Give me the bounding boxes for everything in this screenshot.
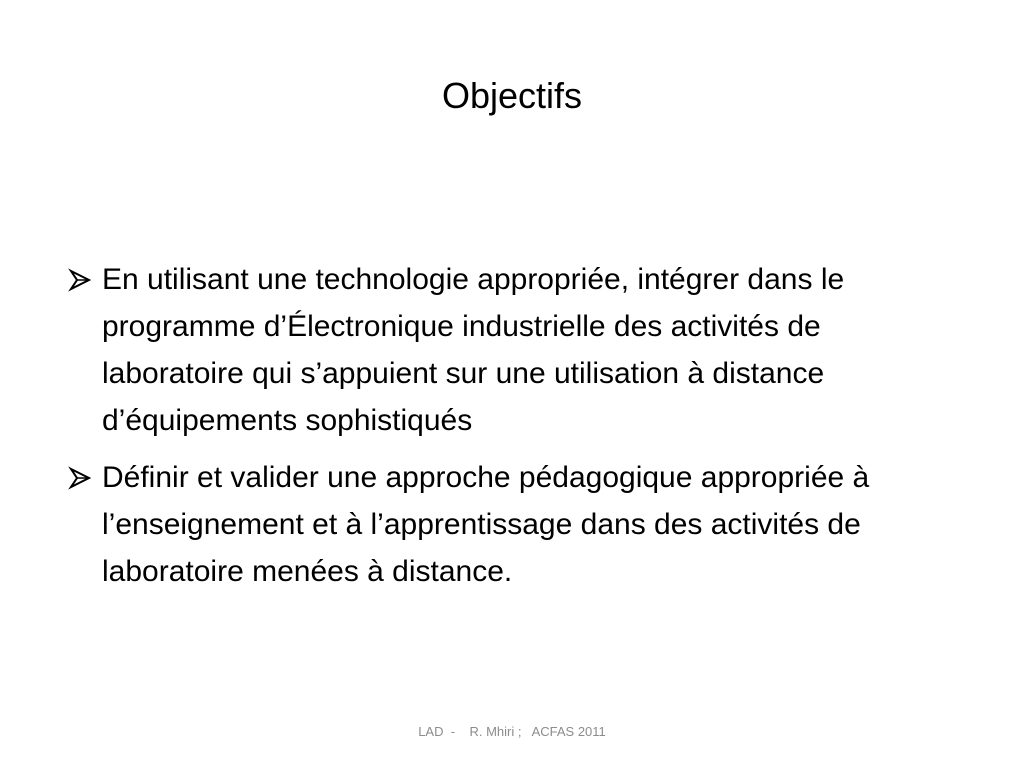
arrow-bullet-icon	[68, 268, 92, 292]
bullet-item	[66, 256, 966, 444]
bullet-item	[66, 454, 966, 595]
bullet-text: En utilisant une technologie appropriée, intégrer dans le programme d’Électronique industrielle des activités de laboratoire qui s’appuient sur une utilisation à distance d’équipements sophistiqués	[102, 263, 845, 437]
bullet-text: Définir et valider une approche pédagogique appropriée à l’enseignement et à l’apprentissage dans des activités de laboratoire menées à distance.	[102, 461, 870, 588]
slide-footer: LAD - R. Mhiri ; ACFAS 2011	[418, 724, 606, 739]
slide-title: Objectifs	[441, 75, 583, 116]
bullet-list	[66, 256, 966, 605]
arrow-bullet-icon	[68, 466, 92, 490]
